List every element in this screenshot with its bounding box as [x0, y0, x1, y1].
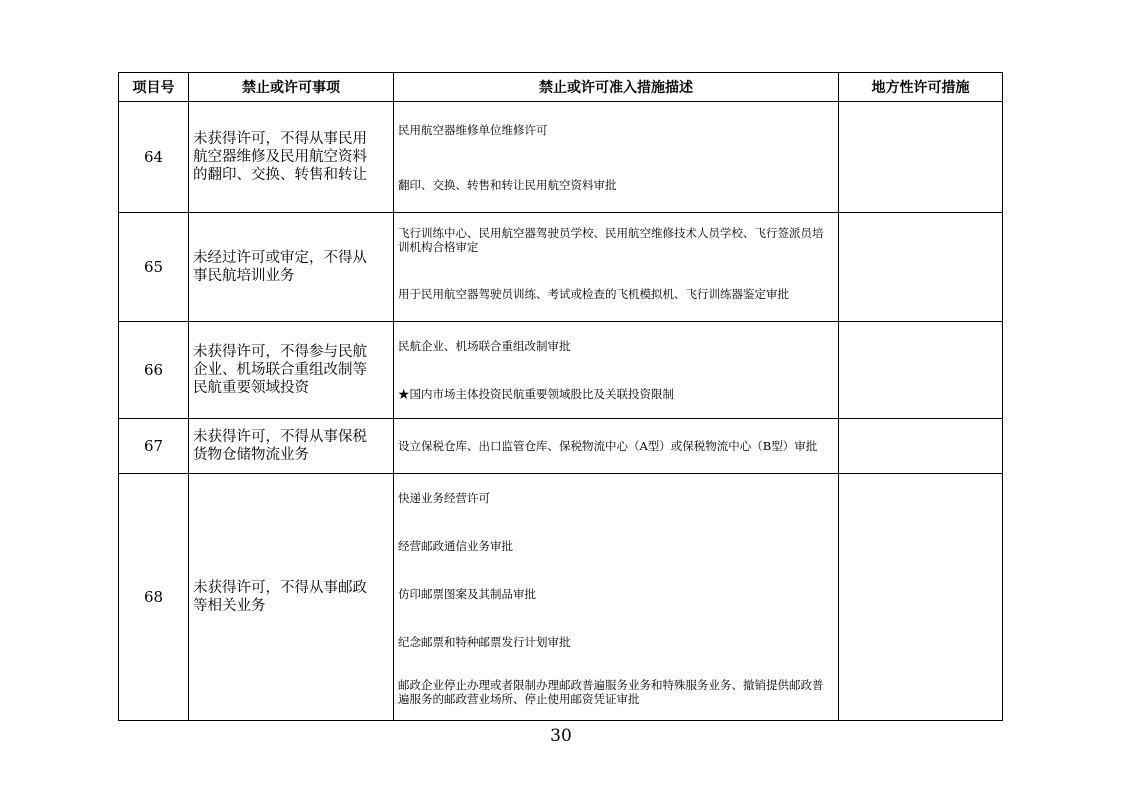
measure-description: ★国内市场主体投资民航重要领域股比及关联投资限制: [398, 387, 674, 401]
measure-description: 经营邮政通信业务审批: [398, 539, 513, 553]
measure-description-cell: [394, 213, 839, 322]
table-row: [119, 322, 1003, 419]
item-matter-line: 企业、机场联合重组改制等: [193, 362, 367, 378]
measure-description-cell: [394, 474, 839, 721]
measure-description: 民航企业、机场联合重组改制审批: [398, 339, 571, 353]
measure-description: 用于民用航空器驾驶员训练、考试或检查的飞机模拟机、飞行训练器鉴定审批: [398, 287, 789, 301]
item-number: 65: [119, 213, 189, 322]
item-matter-line: 事民航培训业务: [193, 268, 295, 284]
item-matter: [189, 322, 394, 419]
local-measure: [839, 213, 1003, 322]
table-row: [119, 419, 1003, 474]
item-matter-line: 未获得许可，不得从事邮政: [193, 580, 367, 596]
measure-description: 飞行训练中心、民用航空器驾驶员学校、民用航空维修技术人员学校、飞行签派员培训机构合格审定: [398, 226, 824, 254]
header-item-number: 项目号: [119, 73, 189, 102]
table-row: [119, 213, 1003, 322]
header-local-measure: 地方性许可措施: [839, 73, 1003, 102]
measure-description: 翻印、交换、转售和转让民用航空资料审批: [398, 177, 617, 192]
local-measure: [839, 102, 1003, 213]
measure-description: 邮政企业停止办理或者限制办理邮政普遍服务业务和特殊服务业务、撤销提供邮政普遍服务的邮政营业场所、停止使用邮资凭证审批: [398, 678, 824, 706]
table-row: [119, 474, 1003, 721]
page-number: 30: [550, 726, 572, 746]
header-measure-description: 禁止或许可准入措施描述: [394, 73, 839, 102]
local-measure: [839, 322, 1003, 419]
table-row: [119, 102, 1003, 213]
item-matter: [189, 474, 394, 721]
permit-table: [118, 72, 1003, 721]
measure-description-cell: [394, 419, 839, 474]
item-matter-line: 未获得许可，不得参与民航: [193, 344, 367, 360]
item-matter: [189, 419, 394, 474]
local-measure: [839, 419, 1003, 474]
measure-description: 纪念邮票和特种邮票发行计划审批: [398, 635, 571, 649]
measure-description: 民用航空器维修单位维修许可: [398, 122, 548, 137]
item-matter-line: 的翻印、交换、转售和转让: [193, 167, 367, 183]
local-measure: [839, 474, 1003, 721]
item-matter: [189, 102, 394, 213]
item-matter: [189, 213, 394, 322]
item-matter-line: 民航重要领域投资: [193, 380, 309, 396]
item-matter-line: 货物仓储物流业务: [193, 447, 309, 463]
measure-description: 仿印邮票图案及其制品审批: [398, 587, 536, 601]
header-item-matter: 禁止或许可事项: [189, 73, 394, 102]
measure-description: 快递业务经营许可: [398, 491, 490, 505]
table-header-row: [119, 73, 1003, 102]
item-matter-line: 未获得许可，不得从事保税: [193, 429, 367, 445]
item-matter-line: 航空器维修及民用航空资料: [193, 149, 367, 165]
item-number: 66: [119, 322, 189, 419]
measure-description-cell: [394, 102, 839, 213]
item-number: 68: [119, 474, 189, 721]
item-number: 64: [119, 102, 189, 213]
measure-description: 设立保税仓库、出口监管仓库、保税物流中心（A型）或保税物流中心（B型）审批: [398, 438, 818, 453]
item-matter-line: 未获得许可，不得从事民用: [193, 131, 367, 147]
item-matter-line: 未经过许可或审定，不得从: [193, 250, 367, 266]
item-number: 67: [119, 419, 189, 474]
measure-description-cell: [394, 322, 839, 419]
item-matter-line: 等相关业务: [193, 598, 266, 614]
